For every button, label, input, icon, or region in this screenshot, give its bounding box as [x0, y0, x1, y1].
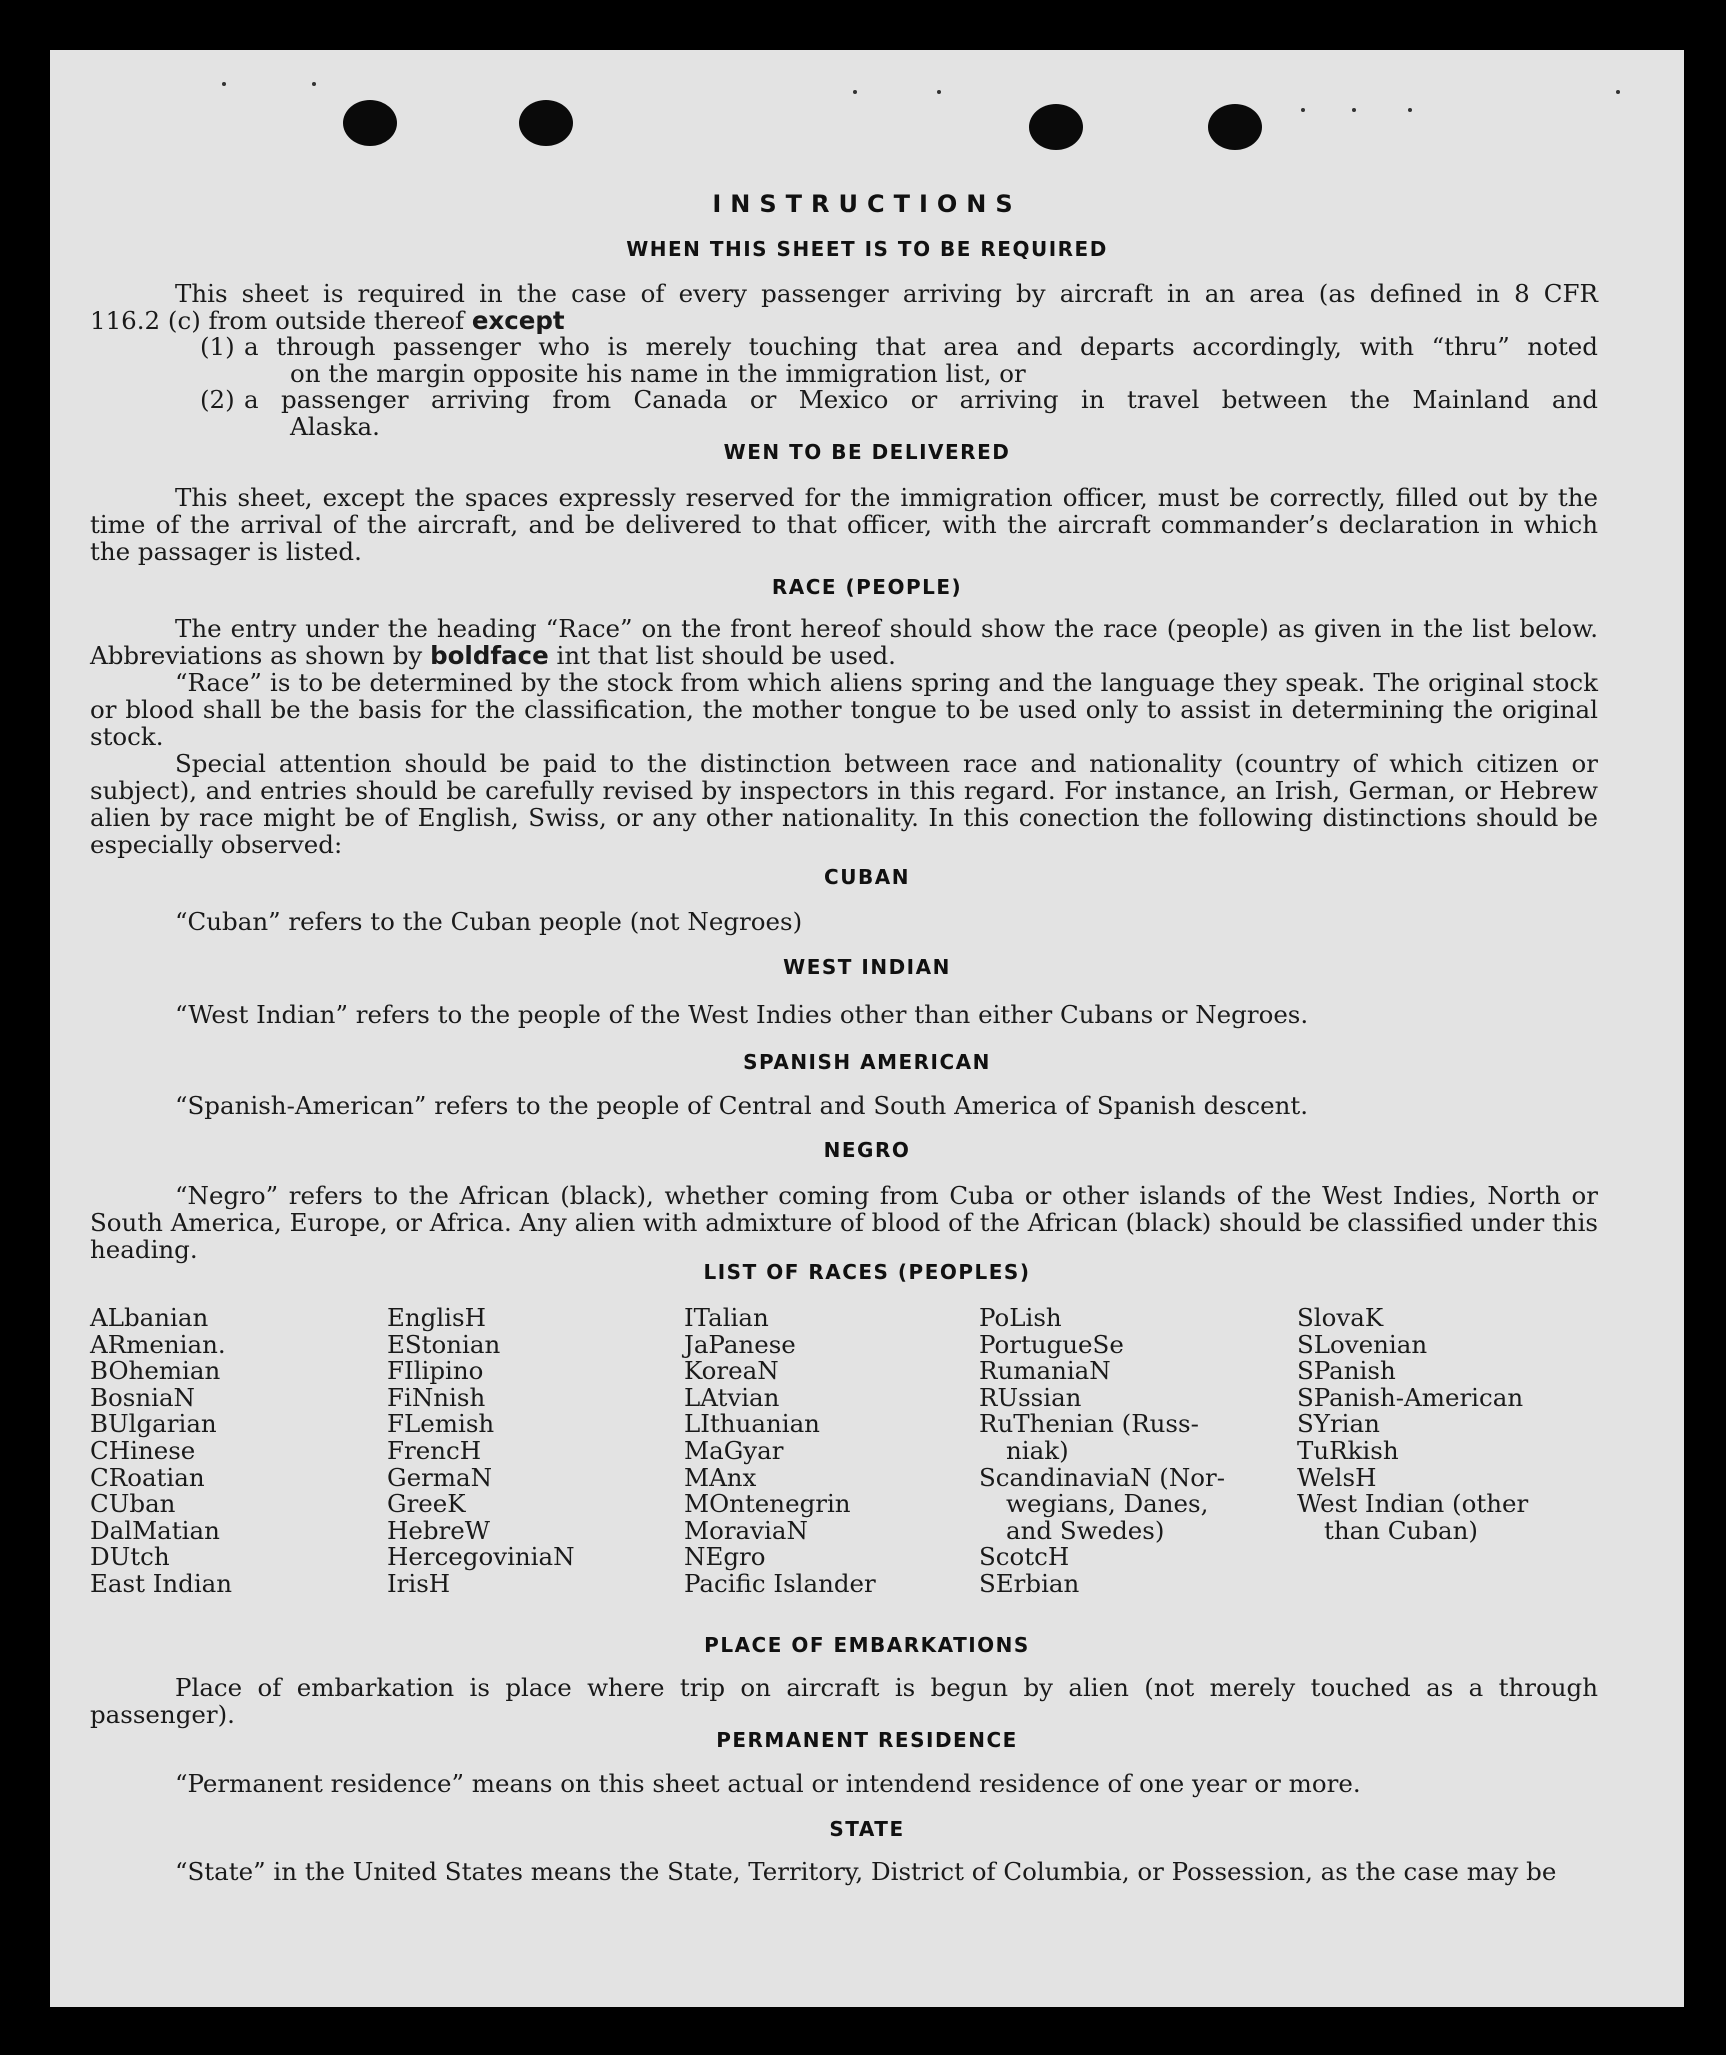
item-text-line: on the margin opposite his name in the immigration list, or [290, 359, 1026, 388]
race-entry: HercegoviniaN [387, 1542, 575, 1572]
speck [853, 90, 857, 94]
speck [937, 90, 941, 94]
race-entry: CHinese [90, 1435, 196, 1465]
when-delivered-paragraph: This sheet, except the spaces expressly reserved for the immigration officer, must be correctly, filled out by the time of the arrival of the aircraft, and be delivered to that officer, with the aircraft commander’s declaration in which the passager is listed. [90, 483, 1598, 566]
speck [1616, 90, 1620, 94]
race-entry: TuRkish [1297, 1435, 1399, 1465]
race-entry: FiNnish [387, 1382, 486, 1412]
race-entry: PortugueSe [979, 1329, 1124, 1359]
west-indian-paragraph: “West Indian” refers to the people of the West Indies other than either Cubans or Negroes. [175, 1000, 1309, 1029]
race-entry-continued: niak) [1006, 1435, 1069, 1465]
exception-item-2 [200, 386, 1598, 440]
race-entry: MAnx [684, 1462, 757, 1492]
spanish-american-paragraph: “Spanish-American” refers to the people of Central and South America of Spanish descent. [175, 1091, 1309, 1120]
negro-paragraph: “Negro” refers to the African (black), whether coming from Cuba or other islands of the West Indies, North or South America, Europe, or Africa. Any alien with admixture of blood of the African (black) should be classified under this heading. [90, 1181, 1598, 1264]
race-entry: DUtch [90, 1542, 170, 1572]
race-entry: NEgro [684, 1542, 766, 1572]
punch-hole [1029, 104, 1083, 150]
race-entry: BUlgarian [90, 1409, 217, 1439]
speck [312, 82, 316, 86]
race-entry: MoraviaN [684, 1515, 808, 1545]
race-entry: GreeK [387, 1489, 466, 1519]
heading-race: RACE (PEOPLE) [771, 575, 963, 599]
race-entry: FIlipino [387, 1356, 484, 1386]
item-number: (2) [200, 385, 235, 414]
race-entry: LAtvian [684, 1382, 780, 1412]
race-entry: RUssian [979, 1382, 1082, 1412]
heading-list-of-races: LIST OF RACES (PEOPLES) [703, 1260, 1031, 1284]
race-entry: HebreW [387, 1515, 490, 1545]
when-required-text: 116.2 (c) from outside thereof [90, 306, 465, 335]
race-entry: EStonian [387, 1329, 501, 1359]
race-paragraph-2: “Race” is to be determined by the stock from which aliens spring and the language they speak. The original stock or blood shall be the basis for the classification, the mother tongue to be used only to assist in determining the original stock. [90, 668, 1598, 751]
heading-embarkation: PLACE OF EMBARKATIONS [704, 1633, 1030, 1657]
race-entry: MOntenegrin [684, 1489, 851, 1519]
heading-west-indian: WEST INDIAN [783, 955, 951, 979]
item-text-line: a through passenger who is merely touching that area and departs accordingly, with “thru” noted [244, 332, 1598, 361]
embarkation-paragraph: Place of embarkation is place where trip on aircraft is begun by alien (not merely touched as a through passenger). [90, 1673, 1598, 1729]
heading-cuban: CUBAN [824, 865, 910, 889]
race-entry: CUban [90, 1489, 176, 1519]
race-entry: BOhemian [90, 1356, 221, 1386]
punch-hole [519, 100, 573, 146]
race-entry: IrisH [387, 1568, 451, 1598]
except-keyword: except [471, 306, 565, 335]
race-entry: West Indian (other [1297, 1489, 1529, 1519]
race-p1-text-a: The entry under the heading “Race” on the front hereof should show the race (people) as given in the list below. Abbreviations as shown by [90, 614, 1598, 670]
state-paragraph: “State” in the United States means the State, Territory, District of Columbia, or Possession, as the case may be [175, 1857, 1557, 1886]
race-entry: DalMatian [90, 1515, 220, 1545]
heading-spanish-american: SPANISH AMERICAN [743, 1050, 991, 1074]
race-entry-continued: wegians, Danes, [1006, 1489, 1209, 1519]
speck [1352, 108, 1356, 112]
race-entry: SPanish-American [1297, 1382, 1524, 1412]
race-entry: KoreaN [684, 1356, 779, 1386]
race-entry: SYrian [1297, 1409, 1380, 1439]
race-entry: LIthuanian [684, 1409, 820, 1439]
cuban-paragraph: “Cuban” refers to the Cuban people (not Negroes) [175, 907, 803, 936]
instruction-sheet [50, 50, 1684, 2007]
race-entry: PoLish [979, 1303, 1062, 1332]
races-column-3 [684, 1305, 876, 1598]
heading-negro: NEGRO [823, 1138, 911, 1162]
exception-item-1 [200, 333, 1598, 387]
race-entry: SlovaK [1297, 1303, 1384, 1332]
race-entry: ITalian [684, 1303, 769, 1332]
races-column-2 [387, 1305, 575, 1598]
race-entry: ScandinaviaN (Nor- [979, 1462, 1226, 1492]
race-entry: SErbian [979, 1568, 1080, 1598]
race-paragraph-1 [90, 615, 1598, 669]
punch-hole [343, 100, 397, 146]
item-number: (1) [200, 332, 235, 361]
speck [1301, 108, 1305, 112]
punch-hole [1208, 104, 1262, 150]
heading-when-required: WHEN THIS SHEET IS TO BE REQUIRED [626, 237, 1108, 261]
heading-permanent-residence: PERMANENT RESIDENCE [716, 1728, 1018, 1752]
race-entry: MaGyar [684, 1435, 784, 1465]
race-entry: GermaN [387, 1462, 493, 1492]
race-entry: East Indian [90, 1568, 233, 1598]
race-entry: JaPanese [684, 1329, 796, 1359]
race-entry-continued: and Swedes) [1006, 1515, 1165, 1545]
race-entry: RumaniaN [979, 1356, 1111, 1386]
heading-when-delivered: WEN TO BE DELIVERED [723, 440, 1011, 464]
race-entry: CRoatian [90, 1462, 205, 1492]
residence-paragraph: “Permanent residence” means on this sheet actual or intendend residence of one year or more. [175, 1769, 1361, 1798]
item-text-line: Alaska. [290, 412, 380, 441]
race-p1-text-b: int that list should be used. [556, 641, 896, 670]
when-required-line2 [90, 307, 1598, 334]
race-entry: SPanish [1297, 1356, 1396, 1386]
race-entry: WelsH [1297, 1462, 1377, 1492]
heading-state: STATE [829, 1817, 905, 1841]
race-entry: SLovenian [1297, 1329, 1428, 1359]
speck [222, 82, 226, 86]
races-column-4 [979, 1305, 1225, 1598]
race-entry: Pacific Islander [684, 1568, 876, 1598]
item-text-line: a passenger arriving from Canada or Mexico or arriving in travel between the Mainland and [244, 385, 1598, 414]
boldface-keyword: boldface [430, 641, 549, 670]
speck [1408, 108, 1412, 112]
when-required-line1: This sheet is required in the case of every passenger arriving by aircraft in an area (as defined in 8 CFR [175, 279, 1598, 308]
race-paragraph-3: Special attention should be paid to the distinction between race and nationality (country of which citizen or subject), and entries should be carefully revised by inspectors in this regard. For instance, an Irish, German, or Hebrew alien by race might be of English, Swiss, or any other nationality. In this conection the following distinctions should be especially observed: [90, 749, 1598, 859]
races-column-1 [90, 1305, 232, 1598]
page-title: INSTRUCTIONS [712, 190, 1022, 218]
race-entry: FrencH [387, 1435, 482, 1465]
race-entry: ALbanian [90, 1303, 209, 1332]
races-column-5 [1297, 1305, 1528, 1544]
race-entry: EnglisH [387, 1303, 486, 1332]
race-entry: RuThenian (Russ- [979, 1409, 1199, 1439]
race-entry: BosniaN [90, 1382, 195, 1412]
race-entry: ScotcH [979, 1542, 1070, 1572]
race-entry: ARmenian. [90, 1329, 226, 1359]
race-entry-continued: than Cuban) [1324, 1515, 1478, 1545]
race-entry: FLemish [387, 1409, 495, 1439]
